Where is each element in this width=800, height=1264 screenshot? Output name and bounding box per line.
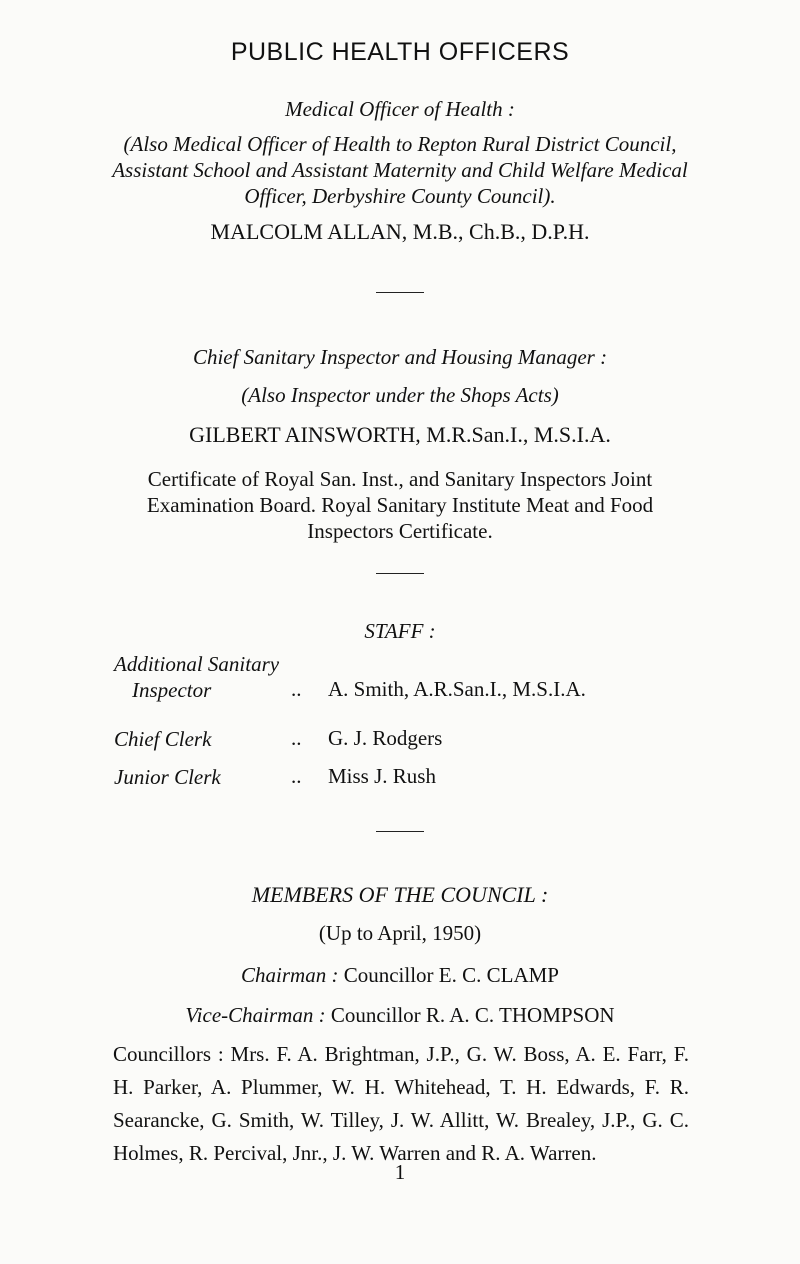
csi-name: GILBERT AINSWORTH, M.R.San.I., M.S.I.A.: [189, 422, 611, 447]
csi-note: (Also Inspector under the Shops Acts): [241, 383, 559, 407]
councillors-list: Councillors : Mrs. F. A. Brightman, J.P., G. W. Boss, A. E. Farr, F. H. Parker, A. Plummer, W. H. Whitehead, T. H. Edwards, F. R. Searancke, G. Smith, W. Tilley, J. W. Allitt, W. Brealey, J.P., G. C. Holmes, R. Percival, Jnr., J. W. Warren and R. A. Warren.: [113, 1042, 689, 1165]
staff-name: A. Smith, A.R.San.I., M.S.I.A.: [328, 677, 586, 701]
staff-role-junior-clerk: Junior Clerk: [114, 765, 221, 789]
vice-chairman-line: [0, 1003, 800, 1028]
section-divider: [376, 573, 424, 574]
moh-heading: Medical Officer of Health :: [285, 97, 515, 121]
csi-certificate: Certificate of Royal San. Inst., and Sanitary Inspectors Joint Examination Board. Royal Sanitary Institute Meat and Food Inspectors Certificate.: [146, 467, 654, 543]
vice-chairman-label: Vice-Chairman :: [185, 1003, 326, 1027]
staff-role-line: Additional Sanitary: [114, 652, 280, 676]
staff-name: G. J. Rodgers: [328, 726, 443, 750]
chairman-line: [0, 963, 800, 988]
staff-name: Miss J. Rush: [328, 764, 436, 788]
page-number: 1: [394, 1160, 406, 1184]
chairman-label: Chairman :: [241, 963, 339, 987]
staff-leader-dots: ..: [291, 677, 302, 701]
staff-heading: STAFF :: [364, 619, 436, 643]
staff-role-additional-inspector: [114, 651, 279, 703]
section-divider: [376, 831, 424, 832]
staff-role-chief-clerk: Chief Clerk: [114, 727, 212, 751]
council-heading: MEMBERS OF THE COUNCIL :: [251, 882, 549, 907]
csi-heading: Chief Sanitary Inspector and Housing Manager :: [192, 345, 608, 369]
staff-leader-dots: ..: [291, 726, 302, 750]
moh-note: (Also Medical Officer of Health to Repton Rural District Council, Assistant School and Assistant Maternity and Child Welfare Medical Officer, Derbyshire County Council).: [112, 132, 688, 208]
page-title: PUBLIC HEALTH OFFICERS: [230, 38, 570, 66]
staff-role-line: Inspector: [132, 678, 212, 702]
vice-chairman-name: Councillor R. A. C. THOMPSON: [330, 1003, 615, 1027]
council-period: (Up to April, 1950): [318, 921, 482, 945]
section-divider: [376, 292, 424, 293]
moh-name: MALCOLM ALLAN, M.B., Ch.B., D.P.H.: [210, 219, 590, 244]
chairman-name: Councillor E. C. CLAMP: [343, 963, 559, 987]
staff-leader-dots: ..: [291, 764, 302, 788]
